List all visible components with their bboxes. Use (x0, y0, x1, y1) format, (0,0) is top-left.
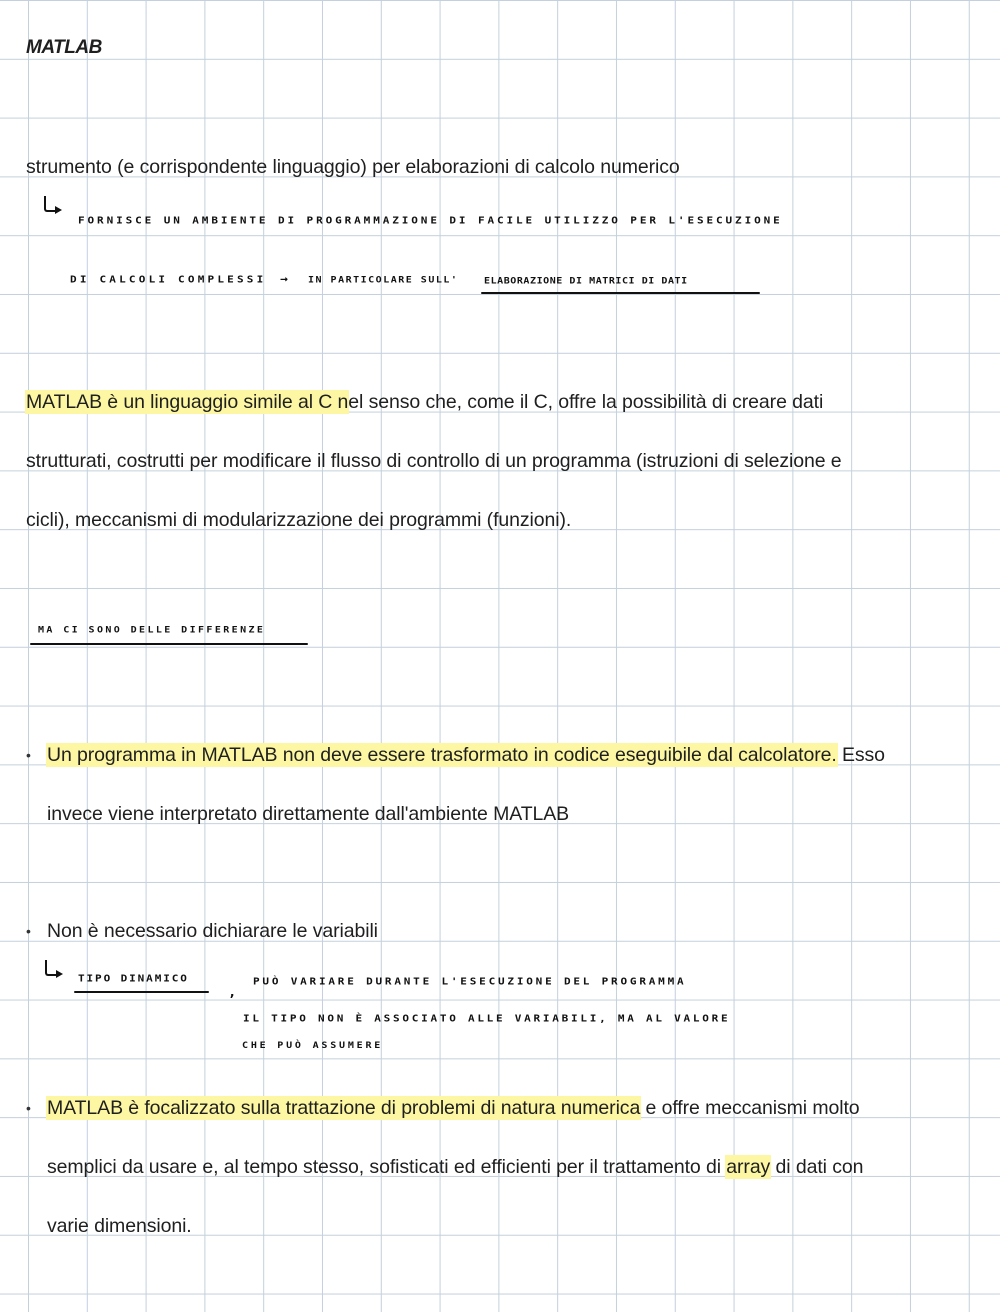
note2-line1: PUÒ VARIARE DURANTE L'ESECUZIONE DEL PROGRAMMA (253, 975, 687, 988)
bullet3-line3: varie dimensioni. (47, 1215, 192, 1237)
note-differences-underline (30, 643, 308, 645)
note1-line2-b: IN PARTICOLARE SULL' (308, 275, 459, 286)
bullet1-rest: Esso (836, 744, 885, 766)
bullet3-line1 (47, 1096, 860, 1120)
bullet1-line2: invece viene interpretato direttamente dall'ambiente MATLAB (47, 803, 570, 825)
intro-text: strumento (e corrispondente linguaggio) per elaborazioni di calcolo numerico (26, 156, 680, 178)
page-title: MATLAB (26, 37, 102, 58)
bullet3-line2-b: di dati con (770, 1156, 864, 1178)
note1-line1: FORNISCE UN AMBIENTE DI PROGRAMMAZIONE DI FACILE UTILIZZO PER L'ESECUZIONE (78, 214, 783, 227)
bullet-marker-3: • (26, 1100, 31, 1116)
bullet3-rest: e offre meccanismi molto (640, 1097, 860, 1119)
bullet3-array-highlight: array (726, 1156, 771, 1178)
para1-highlight: MATLAB è un linguaggio simile al C n (26, 391, 349, 413)
note-arrow-2 (45, 960, 58, 976)
note2-label: TIPO DINAMICO (78, 972, 189, 985)
note1-line2-c: ELABORAZIONE DI MATRICI DI DATI (484, 276, 688, 287)
bullet3-line2 (47, 1155, 863, 1179)
note2-line2: IL TIPO NON È ASSOCIATO ALLE VARIABILI, MA AL VALORE (243, 1012, 731, 1025)
note-differences: MA CI SONO DELLE DIFFERENZE (38, 625, 266, 636)
note1-line2-arrow: → (280, 272, 291, 287)
note2-sep: , (228, 985, 240, 1001)
para1-line2: strutturati, costrutti per modificare il flusso di controllo di un programma (istruzioni di selezione e (26, 450, 842, 472)
bullet-marker-2: • (26, 923, 31, 939)
note-arrow-1 (44, 196, 57, 212)
para1-line3: cicli), meccanismi di modularizzazione dei programmi (funzioni). (26, 509, 572, 531)
bullet1-line1 (47, 743, 885, 767)
note1-underline (481, 292, 760, 294)
bullet2-line1: Non è necessario dichiarare le variabili (47, 920, 378, 942)
para1-line1 (26, 390, 823, 414)
note1-line2-a: DI CALCOLI COMPLESSI (70, 273, 267, 286)
para1-rest: el senso che, come il C, offre la possibilità di creare dati (348, 391, 824, 413)
bullet1-highlight: Un programma in MATLAB non deve essere trasformato in codice eseguibile dal calcolatore. (47, 744, 837, 766)
bullet3-line2-a: semplici da usare e, al tempo stesso, sofisticati ed efficienti per il trattamento di (47, 1156, 727, 1178)
note2-line3: CHE PUÒ ASSUMERE (242, 1040, 384, 1051)
note2-underline (74, 991, 209, 993)
bullet-marker-1: • (26, 747, 31, 763)
bullet3-highlight: MATLAB è focalizzato sulla trattazione di problemi di natura numerica (47, 1097, 641, 1119)
